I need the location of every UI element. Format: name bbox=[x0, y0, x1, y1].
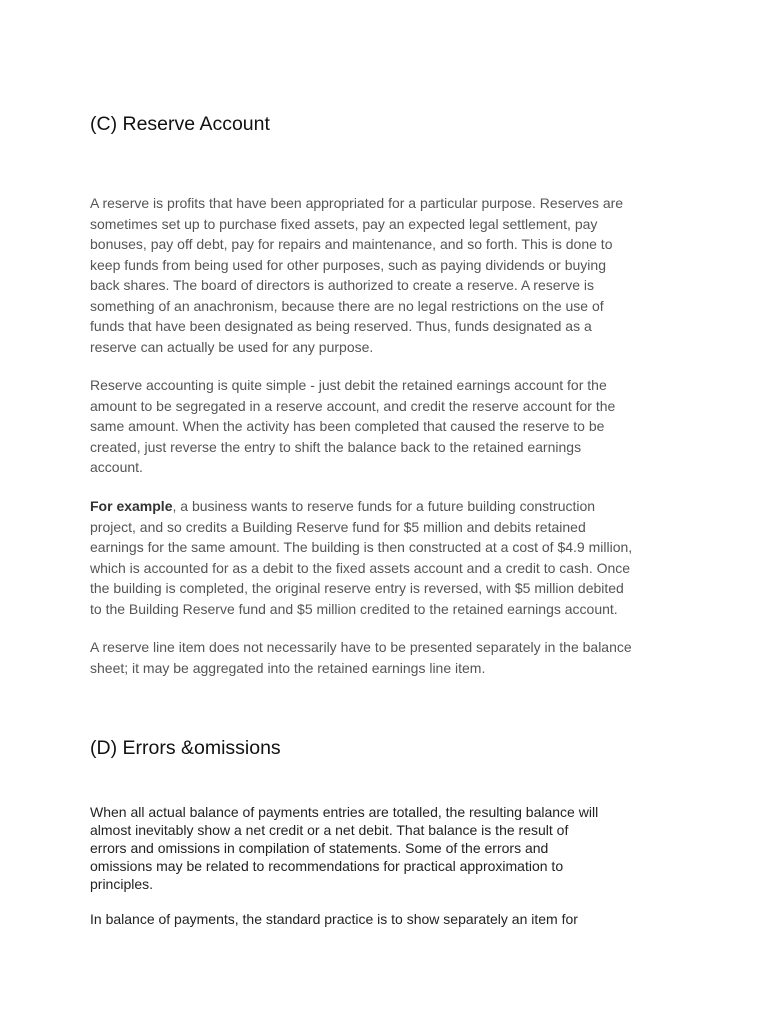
text-line: A reserve is profits that have been appropriated for a particular purpose. Reserves are bbox=[90, 195, 624, 211]
text-line: to the Building Reserve fund and $5 million credited to the retained earnings account. bbox=[90, 600, 618, 617]
text-line: project, and so credits a Building Reserve fund for $5 million and debits retained bbox=[90, 518, 586, 535]
text-line: amount to be segregated in a reserve account, and credit the reserve account for the bbox=[90, 397, 616, 414]
example-lead-rest: , a business wants to reserve funds for a future building construction bbox=[172, 498, 596, 514]
text-line: sheet; it may be aggregated into the retained earnings line item. bbox=[90, 659, 486, 676]
text-line: the building is completed, the original reserve entry is reversed, with $5 million debited bbox=[90, 580, 624, 596]
text-line: earnings for the same amount. The building is then constructed at a cost of $4.9 million, bbox=[90, 539, 633, 555]
section-c-paragraph-2 bbox=[90, 375, 615, 478]
section-d-paragraph-2 bbox=[90, 910, 578, 928]
section-d-paragraph-1 bbox=[90, 803, 598, 893]
text-line: When all actual balance of payments entries are totalled, the resulting balance will bbox=[90, 804, 599, 820]
text-line: created, just reverse the entry to shift the balance back to the retained earnings bbox=[90, 438, 582, 455]
text-line: something of an anachronism, because there are no legal restrictions on the use of bbox=[90, 297, 604, 314]
section-c-heading: (C) Reserve Account bbox=[90, 113, 270, 135]
text-line: which is accounted for as a debit to the fixed assets account and a credit to cash. Once bbox=[90, 559, 631, 576]
text-line: keep funds from being used for other purposes, such as paying dividends or buying bbox=[90, 256, 606, 273]
example-lead-bold: For example bbox=[90, 498, 173, 514]
section-d-heading: (D) Errors &omissions bbox=[90, 737, 281, 759]
section-c-paragraph-3 bbox=[90, 496, 632, 619]
section-c-paragraph-4 bbox=[90, 637, 632, 678]
text-line: principles. bbox=[90, 876, 154, 892]
section-c-paragraph-1 bbox=[90, 193, 623, 357]
text-line: A reserve line item does not necessarily have to be presented separately in the balance bbox=[90, 639, 632, 655]
text-line: back shares. The board of directors is authorized to create a reserve. A reserve is bbox=[90, 277, 594, 293]
text-line: omissions may be related to recommendations for practical approximation to bbox=[90, 858, 564, 874]
text-line: same amount. When the activity has been completed that caused the reserve to be bbox=[90, 418, 605, 434]
text-line: reserve can actually be used for any purpose. bbox=[90, 338, 374, 355]
text-line: almost inevitably show a net credit or a net debit. That balance is the result of bbox=[90, 822, 569, 838]
text-line: bonuses, pay off debt, pay for repairs and maintenance, and so forth. This is done to bbox=[90, 236, 613, 252]
text-line: In balance of payments, the standard practice is to show separately an item for bbox=[90, 911, 578, 927]
text-line: funds that have been designated as being reserved. Thus, funds designated as a bbox=[90, 318, 592, 334]
text-line: sometimes set up to purchase fixed assets, pay an expected legal settlement, pay bbox=[90, 215, 598, 232]
text-line bbox=[90, 496, 632, 517]
text-line: account. bbox=[90, 459, 143, 475]
text-line: errors and omissions in compilation of statements. Some of the errors and bbox=[90, 840, 549, 856]
text-line: Reserve accounting is quite simple - just debit the retained earnings account for the bbox=[90, 377, 607, 393]
